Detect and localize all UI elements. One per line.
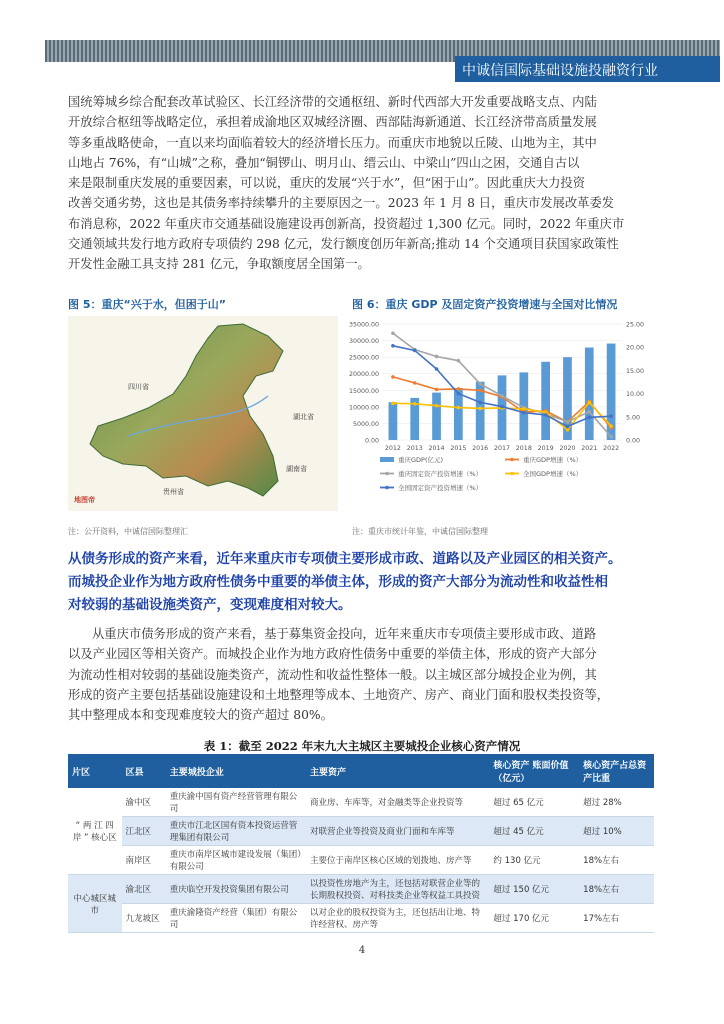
text-line: 其中整理成本和变现难度较大的资产超过 80%。 [68, 708, 333, 723]
y-right-tick-label: 5.00 [626, 414, 641, 422]
chongqing-terrain-map [68, 316, 338, 511]
table-title: 表 1：截至 2022 年末九大主城区主要城投企业核心资产情况 [203, 739, 521, 753]
bar-gdp [454, 388, 463, 440]
text-line: 交通领域共发行地方政府专项债约 298 亿元，发行额度创历年新高;推动 14 个交通项目获国家政策性 [68, 237, 619, 252]
legend-label: 全国GDP增速（%） [523, 470, 583, 478]
value-cell: 超过 170 亿元 [489, 904, 579, 933]
text-line: 等多重战略使命，一直以来均面临着较大的经济增长压力。而重庆市地貌以丘陵、山地为主，其中 [68, 135, 597, 150]
series-point [566, 420, 570, 424]
analysis-paragraph [68, 624, 658, 725]
y-left-tick-label: 35000.00 [348, 321, 379, 329]
assets-cell: 对联营企业等投资及商业门面和车库等 [306, 817, 489, 846]
series-point [413, 402, 417, 406]
series-point [500, 394, 504, 398]
legend-label: 重庆GDP增速（%） [523, 456, 583, 464]
x-tick-label: 2018 [515, 445, 532, 452]
ratio-cell: 18%左右 [579, 846, 654, 875]
series-point [413, 349, 417, 353]
assets-cell: 主要位于南岸区核心区域的划拨地、房产等 [306, 846, 489, 875]
series-point [544, 413, 548, 417]
intro-paragraph [68, 92, 658, 275]
y-left-tick-label: 5000.00 [352, 420, 379, 428]
col-header-district: 区县 [122, 754, 166, 788]
value-cell: 约 130 亿元 [489, 846, 579, 875]
page-number: 4 [358, 945, 366, 956]
map-label-guizhou: 贵州省 [163, 488, 184, 496]
y-left-tick-label: 10000.00 [348, 404, 379, 412]
series-point [435, 388, 439, 392]
series-point [478, 389, 482, 393]
series-point [609, 435, 613, 439]
assets-cell: 以对企业的股权投资为主，还包括出让地、特许经营权、房产等 [306, 904, 489, 933]
ratio-cell: 超过 10% [579, 817, 654, 846]
statement-line: 而城投企业作为地方政府性债务中重要的举债主体，形成的资产大部分为流动性和收益性相 [68, 574, 608, 590]
y-right-tick-label: 15.00 [626, 367, 645, 375]
table-header-row [68, 754, 654, 788]
gdp-investment-chart [340, 316, 660, 521]
statement-line: 对较弱的基础设施类资产，变现难度相对较大。 [68, 597, 352, 613]
bar-gdp [389, 402, 398, 440]
text-line: 形成的资产主要包括基础设施建设和土地整理等成本、土地资产、房产、商业门面和股权类投资等， [68, 687, 610, 702]
legend-marker [385, 472, 389, 476]
x-tick-label: 2016 [472, 445, 489, 452]
legend-label: 重庆固定资产投资增速（%） [398, 470, 483, 478]
bar-gdp [585, 348, 594, 440]
series-point [587, 401, 591, 405]
text-line: 来是限制重庆发展的重要因素，可以说，重庆的发展“兴于水”，但“困于山”。因此重庆大力投资 [68, 176, 586, 191]
text-line: 从重庆市债务形成的资产来看，基于募集资金投向，近年来重庆市专项债主要形成市政、道路 [92, 627, 597, 641]
y-left-tick-label: 30000.00 [348, 338, 379, 346]
x-tick-label: 2013 [406, 445, 423, 452]
legend-marker [385, 486, 389, 490]
y-right-tick-label: 0.00 [626, 437, 641, 445]
figure6-caption: 图 6：重庆 GDP 及固定资产投资增速与全国对比情况 [352, 298, 618, 311]
company-cell: 重庆渝中国有资产经营管理有限公司 [166, 788, 306, 817]
col-header-value: 核心资产 账面价值（亿元） [489, 754, 579, 788]
table-row [68, 817, 654, 846]
map-label-sichuan: 四川省 [128, 383, 149, 391]
value-cell: 超过 150 亿元 [489, 875, 579, 904]
company-cell: 重庆市江北区国有资本投资运营管理集团有限公司 [166, 817, 306, 846]
legend-marker [510, 472, 514, 476]
figure6-note: 注：重庆市统计年鉴，中诚信国际整理 [352, 527, 488, 536]
table-row [68, 875, 654, 904]
legend-label: 重庆GDP(亿元) [398, 456, 444, 464]
district-cell: 江北区 [122, 817, 166, 846]
series-point [478, 407, 482, 411]
zone-cell: “ 两 江 四 岸 ” 核心区 [68, 788, 122, 875]
series-point [566, 428, 570, 432]
text-line: 开放综合枢纽等战略定位，承担着成渝地区双城经济圈、西部陆海新通道、长江经济带高质量发展 [68, 115, 597, 130]
text-line: 山地占 76%，有“山城”之称，叠加“铜锣山、明月山、缙云山、中梁山”四山之困，交通自古以 [68, 155, 580, 170]
series-point [522, 411, 526, 415]
series-point [457, 392, 461, 396]
core-assets-table [68, 754, 654, 933]
text-line: 布消息称，2022 年重庆市交通基础设施建设再创新高，投资超过 1,300 亿元。同时，2022 年重庆市 [68, 216, 625, 231]
series-point [391, 375, 395, 379]
y-right-tick-label: 25.00 [626, 321, 645, 329]
series-point [435, 367, 439, 371]
x-tick-label: 2019 [537, 445, 554, 452]
series-point [457, 387, 461, 391]
statement-line: 从债务形成的资产来看，近年来重庆市专项债主要形成市政、道路以及产业园区的相关资产。 [68, 551, 622, 567]
company-cell: 重庆市南岸区城市建设发展（集团）有限公司 [166, 846, 306, 875]
series-point [391, 331, 395, 335]
x-tick-label: 2015 [450, 445, 467, 452]
col-header-zone: 片区 [68, 754, 122, 788]
text-line: 为流动性相对较弱的基础设施类资产，流动性和收益性整体一般。以主城区部分城投企业为例，其 [68, 667, 597, 682]
district-cell: 渝中区 [122, 788, 166, 817]
table-row [68, 904, 654, 933]
series-point [500, 405, 504, 409]
district-cell: 南岸区 [122, 846, 166, 875]
series-point [587, 410, 591, 414]
legend-label: 全国固定资产投资增速（%） [398, 484, 483, 492]
table-row [68, 788, 654, 817]
col-header-assets: 主要资产 [306, 754, 489, 788]
text-line: 国统筹城乡综合配套改革试验区、长江经济带的交通枢纽、新时代西部大开发重要战略支点、内陆 [68, 95, 597, 109]
legend-swatch [380, 457, 394, 462]
district-cell: 九龙坡区 [122, 904, 166, 933]
ratio-cell: 17%左右 [579, 904, 654, 933]
table-row [68, 846, 654, 875]
ratio-cell: 超过 28% [579, 788, 654, 817]
series-point [478, 401, 482, 405]
series-point [478, 382, 482, 386]
series-point [609, 415, 613, 419]
y-right-tick-label: 20.00 [626, 344, 645, 352]
series-point [435, 355, 439, 359]
y-left-tick-label: 15000.00 [348, 387, 379, 395]
x-tick-label: 2012 [384, 445, 401, 452]
x-tick-label: 2021 [581, 445, 598, 452]
series-point [391, 402, 395, 406]
y-right-tick-label: 10.00 [626, 391, 645, 399]
y-left-tick-label: 25000.00 [348, 354, 379, 362]
x-tick-label: 2014 [428, 445, 445, 452]
assets-cell: 商业房、车库等，对金融类等企业投资等 [306, 788, 489, 817]
y-left-tick-label: 0.00 [364, 437, 379, 445]
series-point [609, 424, 613, 428]
series-point [391, 344, 395, 348]
district-cell: 渝北区 [122, 875, 166, 904]
col-header-company: 主要城投企业 [166, 754, 306, 788]
assets-cell: 以投资性房地产为主，还包括对联营企业等的长期股权投资、对科技类企业等权益工具投资 [306, 875, 489, 904]
series-point [566, 425, 570, 429]
series-point [413, 381, 417, 385]
series-point [587, 415, 591, 419]
map-legend-label: 地图帝 [74, 496, 95, 504]
header-title: 中诚信国际基础设施投融资行业 [462, 63, 658, 79]
text-line: 以及产业园区等相关资产。而城投企业作为地方政府性债务中重要的举债主体，形成的资产大部分 [68, 647, 597, 662]
x-tick-label: 2020 [559, 445, 576, 452]
company-cell: 重庆渝隆资产经营（集团）有限公司 [166, 904, 306, 933]
map-label-hubei: 湖北省 [293, 413, 314, 421]
map-label-hunan: 湖南省 [286, 465, 307, 473]
bar-gdp [432, 393, 441, 440]
series-point [457, 359, 461, 363]
ratio-cell: 18%左右 [579, 875, 654, 904]
figure5-caption: 图 5：重庆“兴于水，但困于山” [68, 298, 226, 311]
text-line: 改善交通劣势，这也是其债务率持续攀升的主要原因之一。2023 年 1 月 8 日，重庆市发展改革委发 [68, 196, 615, 211]
x-tick-label: 2022 [603, 445, 620, 452]
series-point [435, 404, 439, 408]
key-finding-statement [68, 548, 660, 617]
x-tick-label: 2017 [493, 445, 511, 452]
series-point [522, 407, 526, 411]
value-cell: 超过 65 亿元 [489, 788, 579, 817]
col-header-ratio: 核心资产占总资产比重 [579, 754, 654, 788]
company-cell: 重庆临空开发投资集团有限公司 [166, 875, 306, 904]
y-left-tick-label: 20000.00 [348, 371, 379, 379]
bar-gdp [541, 362, 550, 440]
series-point [457, 406, 461, 410]
figure5-note: 注：公开资料，中诚信国际整理汇 [68, 527, 188, 536]
zone-cell: 中心城区城市 [68, 875, 122, 933]
text-line: 开发性金融工具支持 281 亿元，争取额度居全国第一。 [68, 257, 370, 272]
legend-marker [510, 458, 514, 462]
value-cell: 超过 45 亿元 [489, 817, 579, 846]
